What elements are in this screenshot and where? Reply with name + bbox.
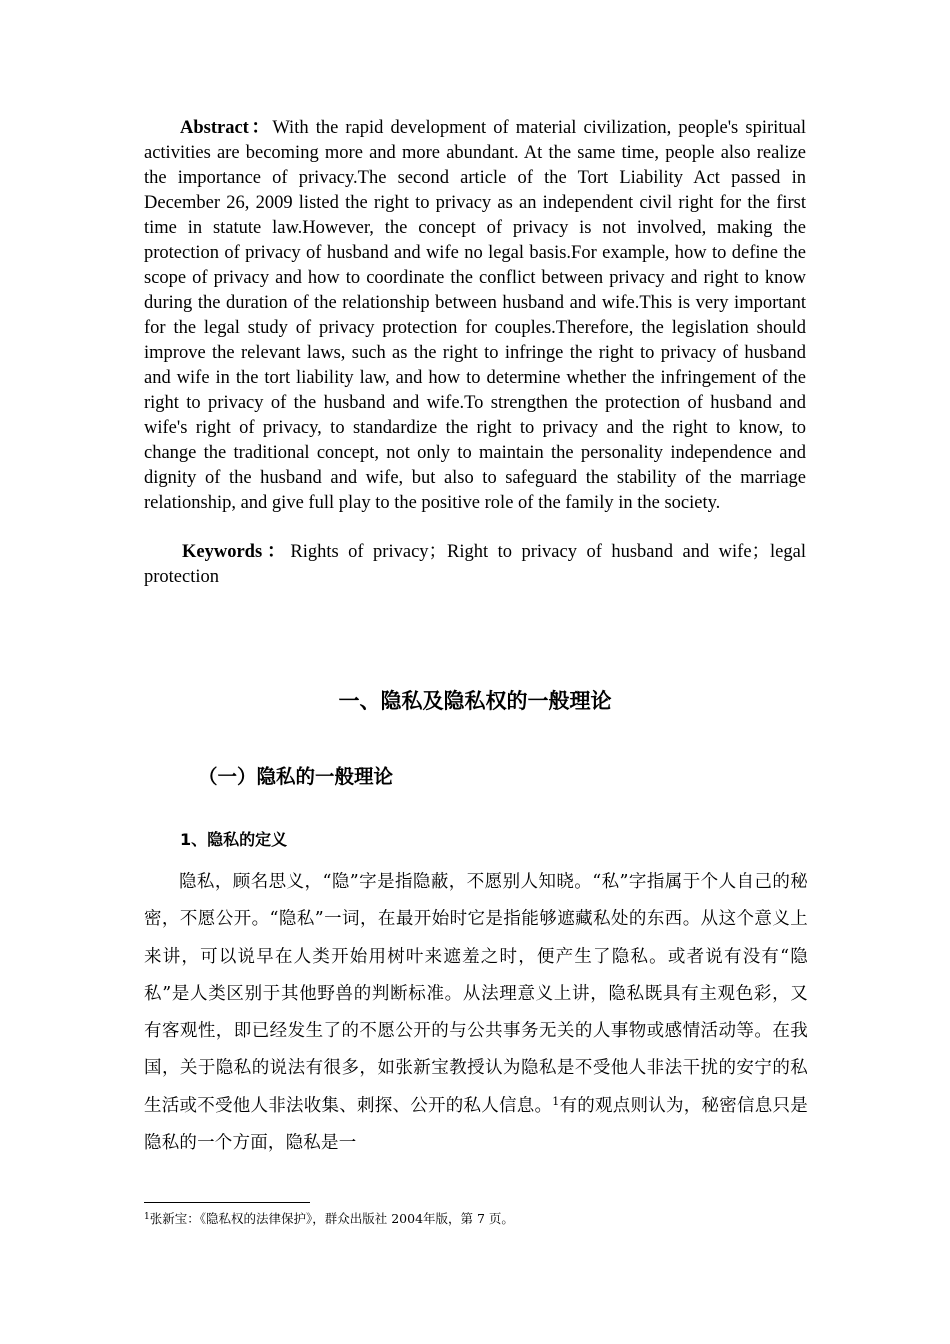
footnote-mark: 1	[144, 1212, 150, 1222]
body-paragraph	[144, 864, 808, 1162]
abstract-paragraph	[144, 116, 806, 516]
footnote	[144, 1210, 514, 1228]
body-text-before-ref: 隐私，顾名思义，“隐”字是指隐蔽，不愿别人知晓。“私”字指属于个人自己的秘密，不愿公开。“隐私”一词，在最开始时它是指能够遮藏私处的东西。从这个意义上来讲，可以说早在人类开始用树叶来遮羞之时，便产生了隐私。或者说有没有“隐私”是人类区别于其他野兽的判断标准。从法理意义上讲，隐私既具有主观色彩，又有客观性，即已经发生了的不愿公开的与公共事务无关的人事物或感情活动等。在我国，关于隐私的说法有很多，如张新宝教授认为隐私是不受他人非法干扰的安宁的私生活或不受他人非法收集、刺探、公开的私人信息。	[144, 872, 808, 1116]
footnote-reference[interactable]: 1	[552, 1094, 560, 1108]
abstract-text: With the rapid development of material civilization, people's spiritual activities are becoming more and more abundant. At the same time, people also realize the importance of privacy.The second article of the Tort Liability Act passed in December 26, 2009 listed the right to privacy as an independent civil right for the first time in statute law.However, the concept of privacy is not involved, making the protection of privacy of husband and wife no legal basis.For example, how to define the scope of privacy and how to coordinate the conflict between privacy and right to know during the duration of the relationship between husband and wife.This is very important for the legal study of privacy protection for couples.Therefore, the legislation should improve the relevant laws, such as the right to infringe the right to privacy of husband and wife in the tort liability law, and how to determine whether the infringement of the right to privacy of the husband and wife.To strengthen the protection of husband and wife's right of privacy, to standardize the right to privacy and the right to know, to change the traditional concept, not only to maintain the personality independence and dignity of the husband and wife, but also to safeguard the stability of the marriage relationship, and give full play to the positive role of the family in the society.	[144, 118, 806, 513]
keywords-text: Rights of privacy；Right to privacy of husband and wife；legal protection	[144, 542, 806, 587]
section-subheading: （一）隐私的一般理论	[198, 765, 394, 788]
section-heading: 一、隐私及隐私权的一般理论	[338, 689, 612, 713]
section-subsubheading: 1、隐私的定义	[180, 830, 288, 849]
footnote-divider	[144, 1202, 310, 1203]
footnote-text: 张新宝：《隐私权的法律保护》，群众出版社 2004年版，第 7 页。	[149, 1211, 514, 1226]
keywords-paragraph	[144, 540, 806, 590]
abstract-label: Abstract：	[180, 118, 273, 138]
keywords-label: Keywords：	[182, 542, 291, 562]
body-text-after-ref: 有的观点则认为，秘密信息只是隐私的一个方面，隐私是一	[144, 1095, 808, 1154]
